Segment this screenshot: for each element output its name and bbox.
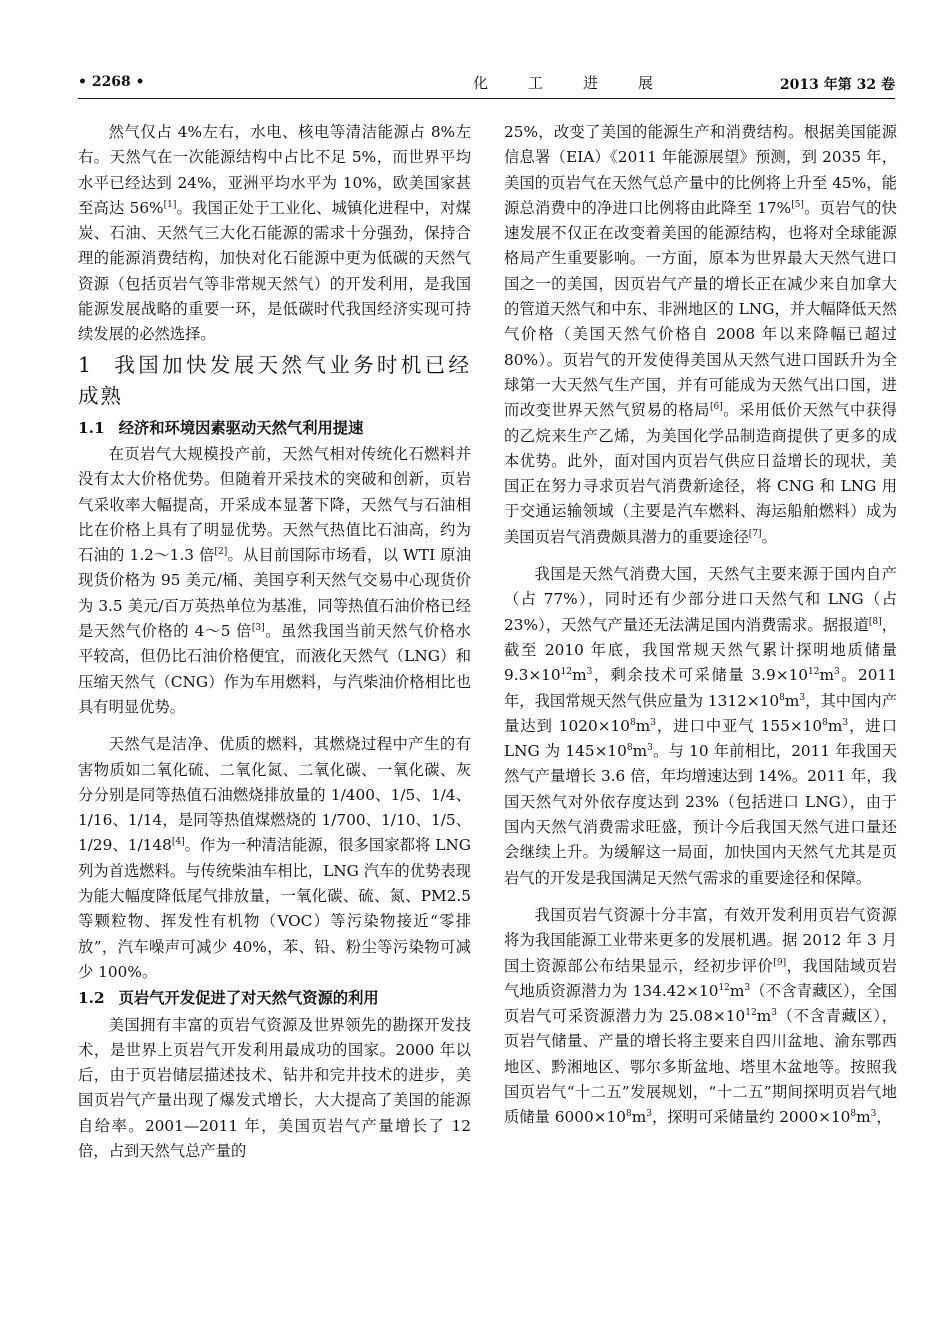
paragraph-price-advantage: 在页岩气大规模投产前，天然气相对传统化石燃料并没有太大价格优势。但随着开采技术的突破和创新，页岩气采收率大幅提高，开采成本显著下降，天然气与石油相比在价格上具有了明显优势。天然气热值比石油高，约为石油的 1.2～1.3 倍[2]。从目前国际市场看，以 WTI 原油现货价格为 95 美元/桶、美国亨利天然气交易中心现货价为 3.5 美元/百万英热单位为基准，同等热值石油价格已经是天然气价格的 4～5 倍[3]。虽然我国当前天然气价格水平较高，但仍比石油价格便宜，而液化天然气（LNG）和压缩天然气（CNG）作为车用燃料，与汽柴油价格相比也具有明显优势。 [78, 444, 471, 716]
header-rule [78, 98, 895, 99]
paragraph-china-shale-resources: 我国页岩气资源十分丰富，有效开发利用页岩气资源将为我国能源工业带来更多的发展机遇。据 2012 年 3 月国土资源部公布结果显示，经初步评价[9]，我国陆域页岩气地质资源潜力为 $134.42\times 10^{12}m^3$（不含青藏区），全国页岩气可采资源潜力为 $25.08\times 10^{12}m^3$（不含青藏区），页岩气储量、产量的增长将主要来自四川盆地、渝东鄂西地区、黔湘地区、鄂尔多斯盆地、塔里木盆地等。按照我国页岩气“十二五”发展规划，“十二五”期间探明页岩气地质储量 $6000\times 10^8m^3$，探明可采储量约 $2000\times 10^8m^3$， [504, 905, 897, 1127]
page-number: • 2268 • [78, 74, 145, 90]
subsection-1-1-heading: 1.1 经济和环境因素驱动天然气利用提速 [78, 418, 364, 437]
intro-paragraph: 然气仅占 4%左右，水电、核电等清洁能源占 8%左右。天然气在一次能源结构中占比不足 5%，而世界平均水平已经达到 24%，亚洲平均水平为 10%，欧美国家甚至高达 56%[1]。我国正处于工业化、城镇化进程中，对煤炭、石油、天然气三大化石能源的需求十分强劲，保持合理的能源消费结构，加快对化石能源中更为低碳的天然气资源（包括页岩气等非常规天然气）的开发利用，是我国能源发展战略的重要一环，是低碳时代我国经济实现可持续发展的必然选择。 [78, 123, 471, 344]
paragraph-clean-fuel: 天然气是洁净、优质的燃料，其燃烧过程中产生的有害物质如二氧化硫、二氧化氮、二氧化碳、一氧化碳、灰分分别是同等热值石油燃烧排放量的 1/400、1/5、1/4、1/16、1/14，是同等热值煤燃烧的 1/700、1/10、1/5、1/29、1/148[4]。作为一种清洁能源，很多国家都将 LNG 列为首选燃料。与传统柴油车相比，LNG 汽车的优势表现为能大幅度降低尾气排放量，一氧化碳、硫、氮、PM2.5 等颗粒物、挥发性有机物（VOC）等污染物接近“零排放”，汽车噪声可减少 40%，苯、铅、粉尘等污染物可减少 100%。 [78, 735, 471, 981]
paragraph-us-energy-structure: 25%，改变了美国的能源生产和消费结构。根据美国能源信息署（EIA）《2011 年能源展望》预测，到 2035 年，美国的页岩气在天然气总产量中的比例将上升至 45%，能源总消费中的净进口比例将由此降至 17%[5]。页岩气的快速发展不仅正在改变着美国的能源结构，也将对全球能源格局产生重要影响。一方面，原本为世界最大天然气进口国之一的美国，因页岩气产量的增长正在减少来自加拿大的管道天然气和中东、非洲地区的 LNG，并大幅降低天然气价格（美国天然气价格自 2008 年以来降幅已超过 80%）。页岩气的开发使得美国从天然气进口国跃升为全球第一大天然气生产国，并有可能成为天然气出口国，进而改变世界天然气贸易的格局[6]。采用低价天然气中获得的乙烷来生产乙烯，为美国化学品制造商提供了更多的成本优势。此外，面对国内页岩气供应日益增长的现状，美国正在努力寻求页岩气消费新途径，将 CNG 和 LNG 用于交通运输领域（主要是汽车燃料、海运船舶燃料）成为美国页岩气消费颇具潜力的重要途径[7]。 [504, 123, 897, 546]
running-header [78, 72, 895, 100]
journal-title: 化工进展 [473, 74, 694, 92]
left-column [78, 120, 471, 1164]
section-1-heading: 1 我国加快发展天然气业务时机已经成熟 [78, 352, 471, 408]
issue-label: 2013 年第 32 卷 [779, 77, 895, 93]
paragraph-us-shale-gas: 美国拥有丰富的页岩气资源及世界领先的勘探开发技术，是世界上页岩气开发利用最成功的国家。2000 年以后，由于页岩储层描述技术、钻井和完井技术的进步，美国页岩气产量出现了爆发式增长，大大提高了美国的能源自给率。2001—2011 年，美国页岩气产量增长了 12 倍，占到天然气总产量的 [78, 1015, 471, 1160]
paragraph-china-gas-consumption: 我国是天然气消费大国，天然气主要来源于国内自产（占 77%），同时还有少部分进口天然气和 LNG（占 23%），天然气产量还无法满足国内消费需求。据报道[8]，截至 2010 年底，我国常规天然气累计探明地质储量 $9.3\times 10^{12}m^3$，剩余技术可采储量 $3.9\times 10^{12}m^3$。2011 年，我国常规天然气供应量为 $1312\times 10^8m^3$，其中国内产量达到 $1020\times 10^8m^3$，进口中亚气 $155\times 10^8m^3$，进口 LNG 为 $145\times 10^8m^3$。与 10 年前相比，2011 年我国天然气产量增长 3.6 倍，年均增速达到 14%。2011 年，我国天然气对外依存度达到 23%（包括进口 LNG），由于国内天然气消费需求旺盛，预计今后我国天然气进口量还会继续上升。为缓解这一局面，加快国内天然气尤其是页岩气的开发是我国满足天然气需求的重要途径和保障。 [504, 565, 898, 887]
right-column [504, 120, 897, 1131]
subsection-1-2-heading: 1.2 页岩气开发促进了对天然气资源的利用 [78, 989, 379, 1008]
